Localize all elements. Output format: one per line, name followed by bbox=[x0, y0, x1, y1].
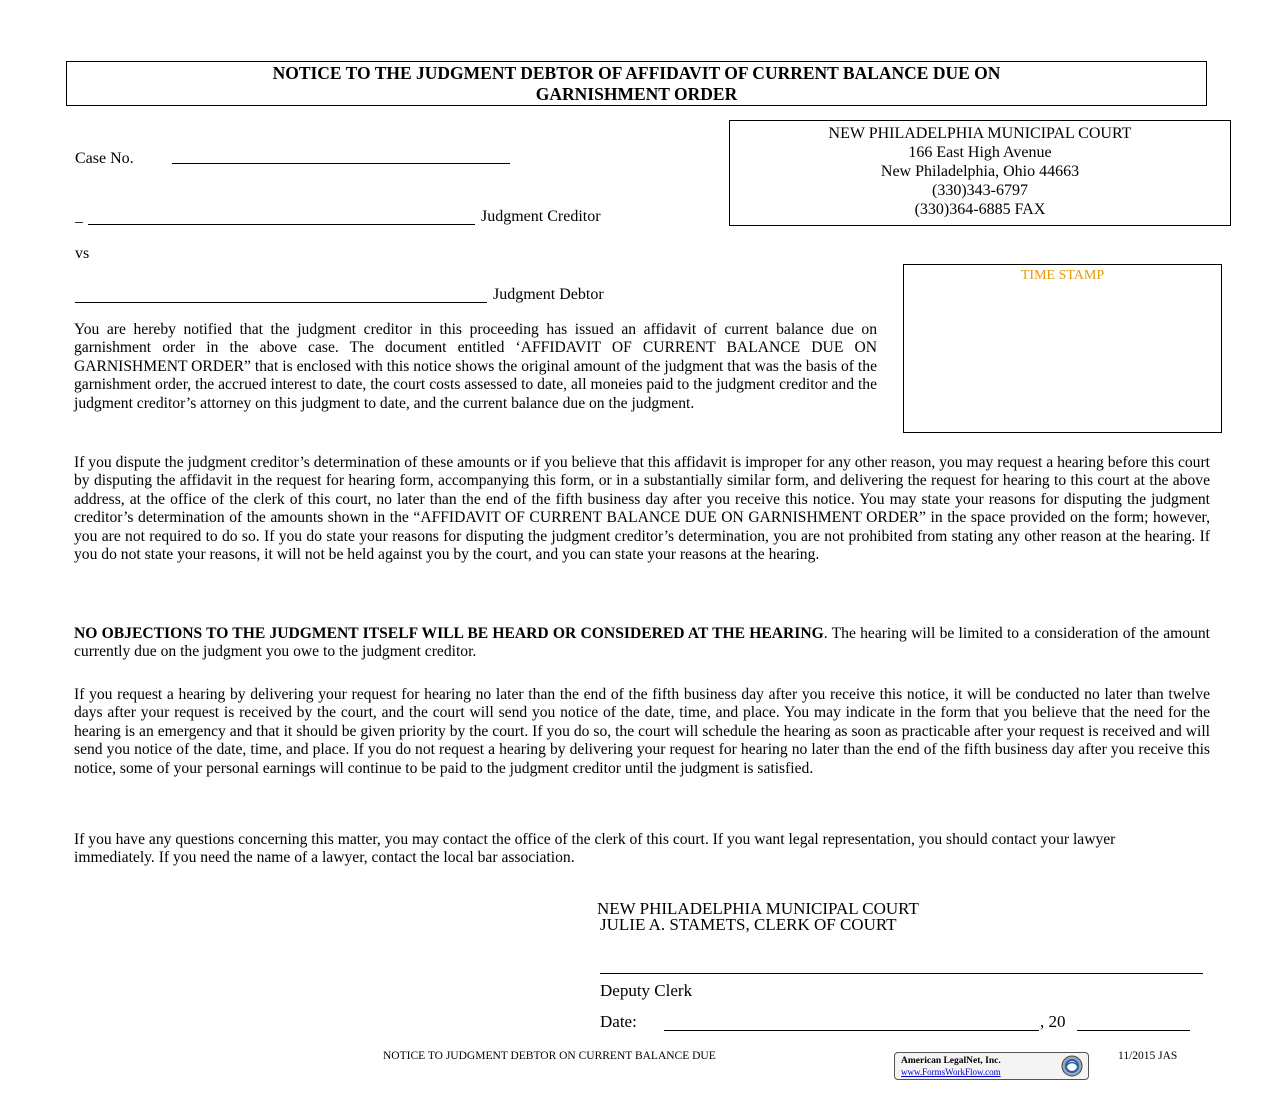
deputy-clerk-label: Deputy Clerk bbox=[600, 981, 693, 1000]
court-street: 166 East High Avenue bbox=[908, 144, 1052, 161]
date-label: Date: bbox=[600, 1012, 637, 1031]
court-address-box bbox=[729, 120, 1231, 226]
signature-court-name: NEW PHILADELPHIA MUNICIPAL COURT bbox=[597, 899, 919, 918]
globe-icon bbox=[1060, 1055, 1084, 1077]
court-phone: (330)343-6797 bbox=[932, 182, 1028, 199]
judgment-creditor-label: Judgment Creditor bbox=[481, 208, 601, 225]
court-fax: (330)364-6885 FAX bbox=[914, 201, 1046, 218]
logo-url-link[interactable]: www.FormsWorkFlow.com bbox=[901, 1067, 1001, 1077]
form-title-line2: GARNISHMENT ORDER bbox=[535, 84, 738, 104]
footer-revision: 11/2015 JAS bbox=[1118, 1050, 1178, 1062]
deputy-clerk-signature-line[interactable] bbox=[600, 955, 1203, 974]
court-city: New Philadelphia, Ohio 44663 bbox=[880, 163, 1080, 180]
logo-company-name: American LegalNet, Inc. bbox=[901, 1056, 1001, 1066]
hearing-limitation-text: . The hearing will be limited to a consideration of the amount currently due on the judgment you owe to the judgment creditor. bbox=[74, 625, 1210, 661]
no-objections-statement: NO OBJECTIONS TO THE JUDGMENT ITSELF WILL BE HEARD OR CONSIDERED AT THE HEARING bbox=[74, 625, 824, 642]
judgment-debtor-field[interactable] bbox=[75, 284, 487, 303]
footer-form-title: NOTICE TO JUDGMENT DEBTOR ON CURRENT BALANCE DUE bbox=[383, 1050, 716, 1062]
notice-paragraph-3 bbox=[74, 625, 1210, 662]
creditor-prefix: _ bbox=[75, 208, 83, 225]
court-name: NEW PHILADELPHIA MUNICIPAL COURT bbox=[828, 125, 1132, 142]
case-no-field[interactable] bbox=[172, 145, 510, 164]
notice-paragraph-2: If you dispute the judgment creditor’s determination of these amounts or if you believe that this affidavit is improper for any other reason, you may request a hearing before this court by disputing the affidavit in the request for hearing form, accompanying this form, or in a substantially similar form, and delivering the request for hearing to this court at the above address, at the office of the clerk of this court, no later than the end of the fifth business day after you receive this notice. You may state your reasons for disputing the judgment creditor’s determination of the amounts shown in the “AFFIDAVIT OF CURRENT BALANCE DUE ON GARNISHMENT ORDER” in the space provided on the form; however, you are not required to do so. If you do state your reasons for disputing the judgment creditor’s determination, you are not prohibited from stating any other reason at the hearing. If you do not state your reasons, it will not be held against you by the court, and you can state your reasons at the hearing. bbox=[74, 454, 1210, 564]
vs-label: vs bbox=[75, 245, 90, 262]
time-stamp-box bbox=[903, 264, 1222, 433]
time-stamp-label: TIME STAMP bbox=[1020, 268, 1105, 283]
case-no-label: Case No. bbox=[75, 150, 134, 167]
year-field[interactable] bbox=[1077, 1012, 1190, 1031]
signature-clerk-name: JULIE A. STAMETS, CLERK OF COURT bbox=[600, 915, 897, 934]
year-prefix: , 20 bbox=[1040, 1012, 1066, 1031]
date-field[interactable] bbox=[664, 1012, 1039, 1031]
judgment-debtor-label: Judgment Debtor bbox=[493, 286, 604, 303]
form-title-line1: NOTICE TO THE JUDGMENT DEBTOR OF AFFIDAVIT OF CURRENT BALANCE DUE ON bbox=[272, 63, 1001, 83]
notice-paragraph-5: If you have any questions concerning this matter, you may contact the office of the clerk of this court. If you want legal representation, you should contact your lawyer immediately. If you need the name of a lawyer, contact the local bar association. bbox=[74, 831, 1116, 867]
form-title bbox=[66, 61, 1207, 106]
judgment-creditor-field[interactable] bbox=[88, 206, 475, 225]
notice-paragraph-4: If you request a hearing by delivering your request for hearing no later than the end of the fifth business day after you receive this notice, it will be conducted no later than twelve days after your request is received by the court, and the court will send you notice of the date, time, and place. You may indicate in the form that you believe that the need for the hearing is an emergency and that it should be given priority by the court. If you do so, the court will schedule the hearing as soon as practicable after your request is received and will send you notice of the date, time, and place. If you do not request a hearing by delivering your request for hearing no later than the end of the fifth business day after you receive this notice, some of your personal earnings will continue to be paid to the judgment creditor until the judgment is satisfied. bbox=[74, 686, 1210, 777]
american-legalnet-logo[interactable] bbox=[894, 1052, 1089, 1080]
notice-paragraph-1: You are hereby notified that the judgment creditor in this proceeding has issued an affidavit of current balance due on garnishment order in the above case. The document entitled ‘AFFIDAVIT OF CURRENT BALANCE DUE ON GARNISHMENT ORDER” that is enclosed with this notice shows the original amount of the judgment that was the basis of the garnishment order, the accrued interest to date, the court costs assessed to date, all moneies paid to the judgment creditor and the judgment creditor’s attorney on this judgment to date, and the current balance due on the judgment. bbox=[74, 321, 877, 412]
